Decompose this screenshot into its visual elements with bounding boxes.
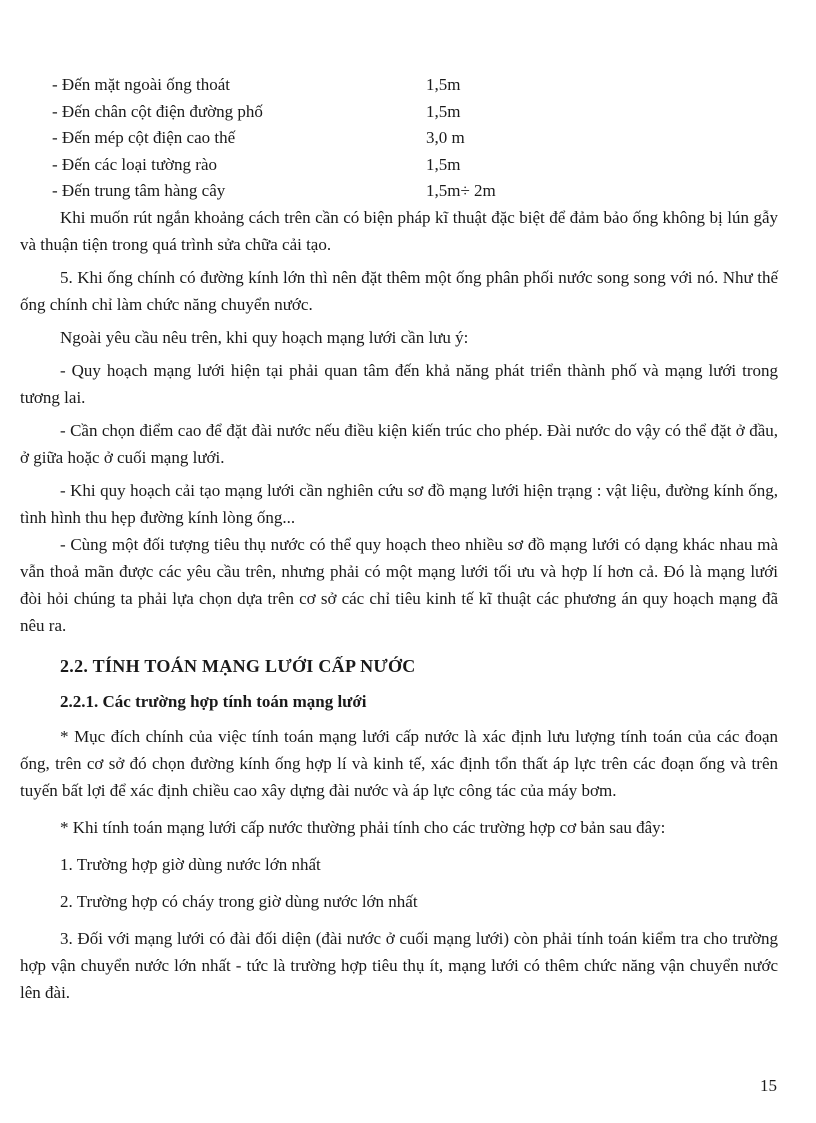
paragraph: Khi muốn rút ngắn khoảng cách trên cần có biện pháp kĩ thuật đặc biệt để đảm bảo ống không bị lún gẫy và thuận tiện trong quá trình sửa chữa cải tạo.	[20, 208, 778, 254]
distance-value: 1,5m	[426, 154, 461, 174]
distance-label: - Đến mặt ngoài ống thoát	[52, 75, 230, 94]
distance-row	[44, 178, 644, 205]
list-item: 2. Trường hợp có cháy trong giờ dùng nước lớn nhất	[60, 892, 418, 911]
list-item: 1. Trường hợp giờ dùng nước lớn nhất	[60, 855, 321, 874]
paragraph: - Cùng một đối tượng tiêu thụ nước có thể quy hoạch theo nhiều sơ đồ mạng lưới có dạng khác nhau mà vẫn thoả mãn được các yêu cầu trên, nhưng phải có một mạng lưới tối ưu và hợp lí hơn cả. Đó là mạng lưới đòi hỏi chúng ta phải lựa chọn dựa trên cơ sở các chỉ tiêu kinh tế kĩ thuật các phương án quy hoạch mạng đã nêu ra.	[20, 535, 778, 635]
paragraph: - Cần chọn điểm cao để đặt đài nước nếu điều kiện kiến trúc cho phép. Đài nước do vậy có thể đặt ở đầu, ở giữa hoặc ở cuối mạng lưới.	[20, 421, 778, 467]
subsection-heading: 2.2.1. Các trường hợp tính toán mạng lưới	[60, 692, 367, 711]
paragraph: Ngoài yêu cầu nêu trên, khi quy hoạch mạng lưới cần lưu ý:	[60, 328, 469, 347]
distance-label: - Đến trung tâm hàng cây	[52, 181, 226, 200]
page-number: 15	[760, 1076, 777, 1095]
paragraph: * Mục đích chính của việc tính toán mạng lưới cấp nước là xác định lưu lượng tính toán của các đoạn ống, trên cơ sở đó chọn đường kính ống hợp lí và kinh tế, xác định tổn thất áp lực trên các đoạn ống và trên tuyến bất lợi để xác định chiều cao xây dựng đài nước và áp lực công tác của máy bơm.	[20, 727, 778, 800]
list-item: 3. Đối với mạng lưới có đài đối diện (đài nước ở cuối mạng lưới) còn phải tính toán kiểm tra cho trường hợp vận chuyển nước lớn nhất - tức là trường hợp tiêu thụ ít, mạng lưới có thêm chức năng vận chuyển nước lên đài.	[20, 929, 778, 1002]
distance-row	[44, 72, 644, 99]
body-text	[20, 204, 778, 1006]
distance-row	[44, 125, 644, 152]
distance-row	[44, 99, 644, 126]
distance-label: - Đến chân cột điện đường phố	[52, 101, 263, 121]
distance-row	[44, 152, 644, 179]
paragraph: 5. Khi ống chính có đường kính lớn thì nên đặt thêm một ống phân phối nước song song với nó. Như thế ống chính chỉ làm chức năng chuyển nước.	[20, 268, 778, 314]
distance-value: 1,5m÷ 2m	[426, 181, 496, 200]
distance-list	[44, 72, 644, 205]
distance-label: - Đến các loại tường rào	[52, 154, 217, 174]
distance-value: 1,5m	[426, 101, 461, 121]
section-heading: 2.2. TÍNH TOÁN MẠNG LƯỚI CẤP NƯỚC	[60, 656, 416, 676]
distance-value: 1,5m	[426, 75, 461, 94]
paragraph: - Khi quy hoạch cải tạo mạng lưới cần nghiên cứu sơ đồ mạng lưới hiện trạng : vật liệu, đường kính ống, tình hình thu hẹp đường kính lòng ống...	[20, 481, 778, 527]
paragraph: - Quy hoạch mạng lưới hiện tại phải quan tâm đến khả năng phát triển thành phố và mạng lưới trong tương lai.	[20, 361, 778, 407]
distance-value: 3,0 m	[426, 128, 465, 147]
paragraph: * Khi tính toán mạng lưới cấp nước thường phải tính cho các trường hợp cơ bản sau đây:	[60, 818, 666, 837]
distance-label: - Đến mép cột điện cao thế	[52, 128, 236, 147]
